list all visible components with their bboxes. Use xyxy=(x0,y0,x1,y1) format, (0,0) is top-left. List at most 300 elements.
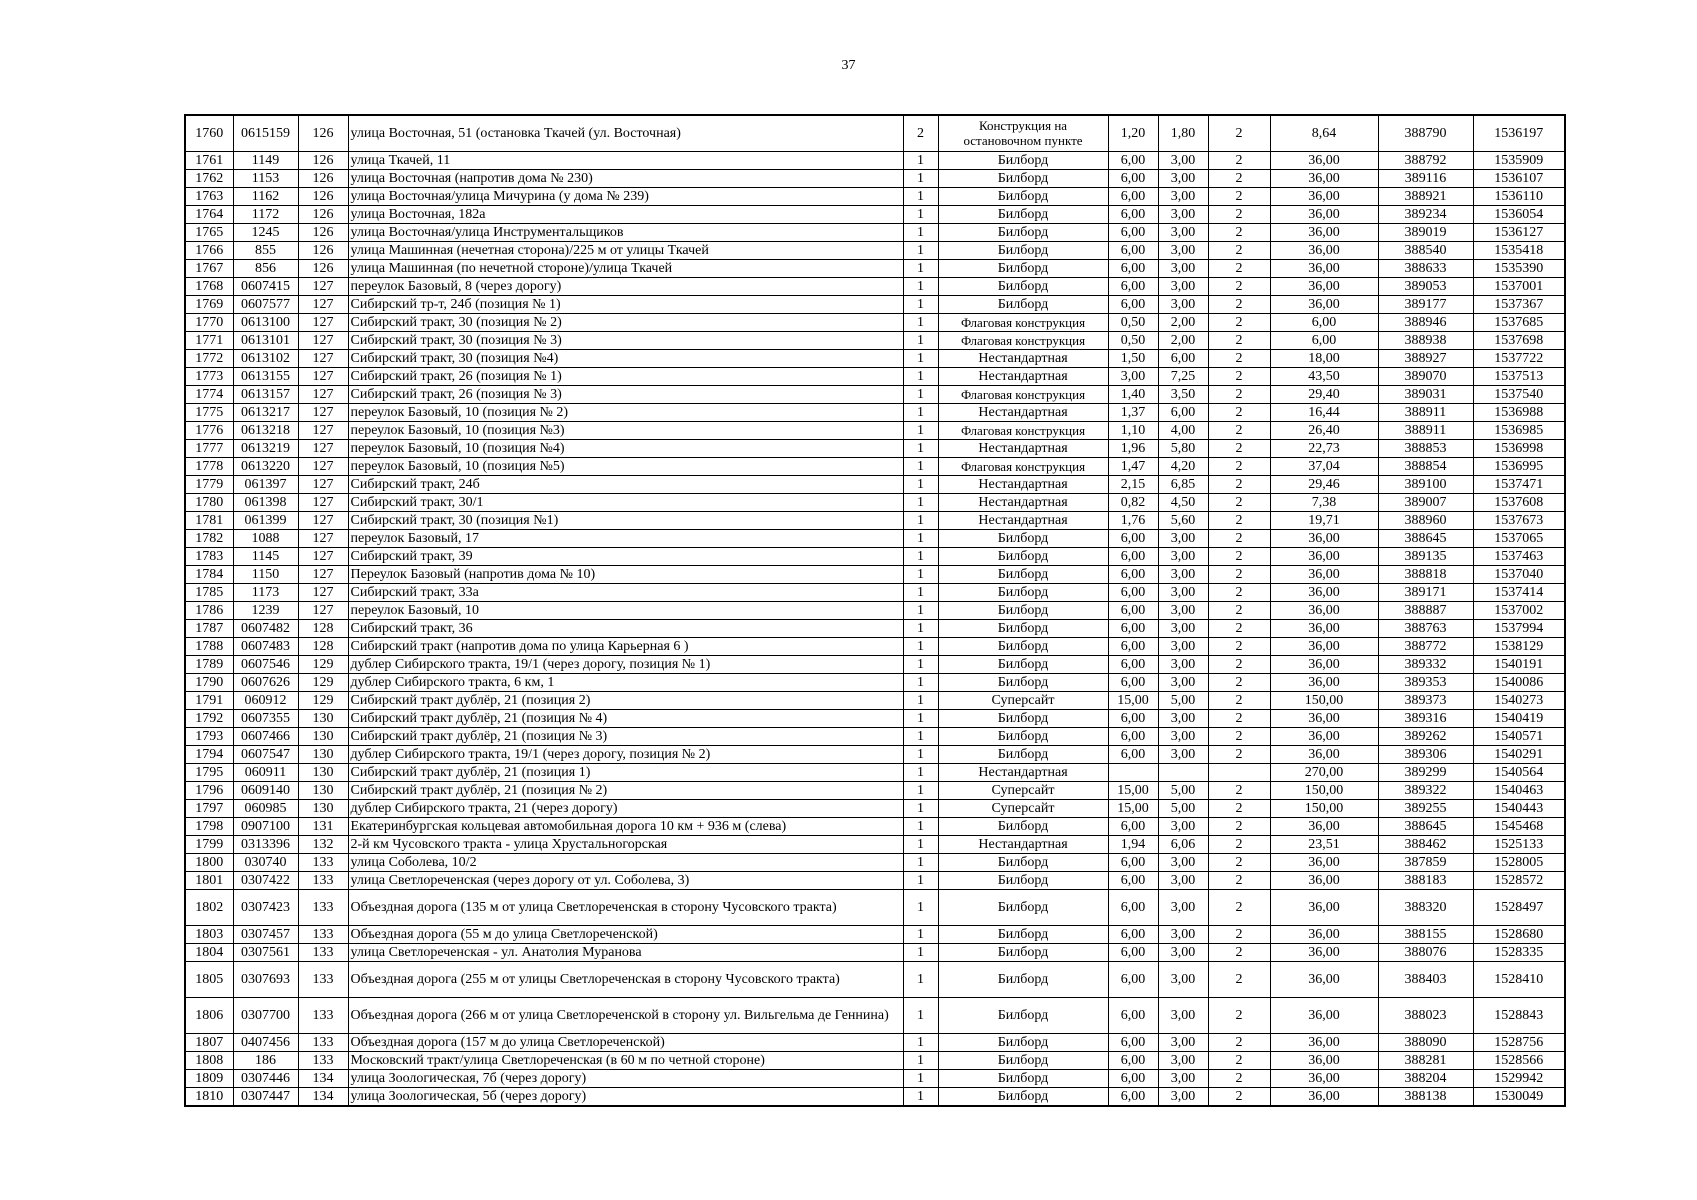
table-row xyxy=(185,997,1565,1033)
address-cell: улица Восточная/улица Мичурина (у дома № 239) xyxy=(348,187,903,205)
row-number-cell: 1780 xyxy=(185,493,233,511)
sides-count-cell: 1 xyxy=(903,871,938,889)
address-cell: Сибирский тракт (напротив дома по улица Карьерная 6 ) xyxy=(348,637,903,655)
side-count-cell: 2 xyxy=(1208,421,1270,439)
coord-y-cell: 1528572 xyxy=(1473,871,1565,889)
table-row xyxy=(185,853,1565,871)
coord-x-cell: 388462 xyxy=(1378,835,1473,853)
width-cell: 6,00 xyxy=(1108,601,1158,619)
coord-y-cell: 1538129 xyxy=(1473,637,1565,655)
row-number-cell: 1769 xyxy=(185,295,233,313)
address-cell: улица Восточная, 182а xyxy=(348,205,903,223)
height-cell: 3,00 xyxy=(1158,673,1208,691)
district-code-cell: 127 xyxy=(298,601,348,619)
sides-count-cell: 1 xyxy=(903,637,938,655)
area-cell: 36,00 xyxy=(1270,853,1378,871)
table-row xyxy=(185,511,1565,529)
side-count-cell: 2 xyxy=(1208,295,1270,313)
address-cell: улица Светлореченская (через дорогу от ул. Соболева, 3) xyxy=(348,871,903,889)
height-cell: 6,00 xyxy=(1158,349,1208,367)
coord-y-cell: 1540273 xyxy=(1473,691,1565,709)
sides-count-cell: 1 xyxy=(903,961,938,997)
width-cell: 6,00 xyxy=(1108,673,1158,691)
area-cell: 36,00 xyxy=(1270,187,1378,205)
coord-y-cell: 1540291 xyxy=(1473,745,1565,763)
width-cell: 6,00 xyxy=(1108,637,1158,655)
table-row xyxy=(185,457,1565,475)
area-cell: 36,00 xyxy=(1270,583,1378,601)
construction-id-cell: 0307446 xyxy=(233,1069,298,1087)
address-cell: переулок Базовый, 8 (через дорогу) xyxy=(348,277,903,295)
address-cell: дублер Сибирского тракта, 19/1 (через дорогу, позиция № 1) xyxy=(348,655,903,673)
coord-y-cell: 1536998 xyxy=(1473,439,1565,457)
coord-y-cell: 1537722 xyxy=(1473,349,1565,367)
construction-id-cell: 0615159 xyxy=(233,115,298,151)
construction-type-cell: Флаговая конструкция xyxy=(938,457,1108,475)
construction-id-cell: 1173 xyxy=(233,583,298,601)
coord-x-cell: 389373 xyxy=(1378,691,1473,709)
coord-x-cell: 388645 xyxy=(1378,529,1473,547)
side-count-cell: 2 xyxy=(1208,151,1270,169)
sides-count-cell: 1 xyxy=(903,619,938,637)
width-cell: 6,00 xyxy=(1108,709,1158,727)
construction-type-cell: Билборд xyxy=(938,925,1108,943)
area-cell: 36,00 xyxy=(1270,871,1378,889)
row-number-cell: 1760 xyxy=(185,115,233,151)
row-number-cell: 1802 xyxy=(185,889,233,925)
row-number-cell: 1779 xyxy=(185,475,233,493)
sides-count-cell: 1 xyxy=(903,205,938,223)
sides-count-cell: 1 xyxy=(903,169,938,187)
construction-id-cell: 0613101 xyxy=(233,331,298,349)
sides-count-cell: 1 xyxy=(903,817,938,835)
table-row xyxy=(185,349,1565,367)
sides-count-cell: 1 xyxy=(903,997,938,1033)
sides-count-cell: 1 xyxy=(903,439,938,457)
area-cell: 36,00 xyxy=(1270,241,1378,259)
construction-id-cell: 0307693 xyxy=(233,961,298,997)
row-number-cell: 1799 xyxy=(185,835,233,853)
side-count-cell: 2 xyxy=(1208,385,1270,403)
district-code-cell: 134 xyxy=(298,1069,348,1087)
height-cell: 3,00 xyxy=(1158,943,1208,961)
address-cell: Объездная дорога (157 м до улица Светлореченской) xyxy=(348,1033,903,1051)
area-cell: 150,00 xyxy=(1270,691,1378,709)
side-count-cell: 2 xyxy=(1208,259,1270,277)
width-cell: 6,00 xyxy=(1108,529,1158,547)
side-count-cell: 2 xyxy=(1208,943,1270,961)
sides-count-cell: 1 xyxy=(903,349,938,367)
address-cell: Екатеринбургская кольцевая автомобильная дорога 10 км + 936 м (слева) xyxy=(348,817,903,835)
coord-x-cell: 388818 xyxy=(1378,565,1473,583)
construction-id-cell: 0607546 xyxy=(233,655,298,673)
sides-count-cell: 1 xyxy=(903,925,938,943)
construction-type-cell: Билборд xyxy=(938,151,1108,169)
width-cell: 6,00 xyxy=(1108,205,1158,223)
row-number-cell: 1789 xyxy=(185,655,233,673)
construction-type-cell: Нестандартная xyxy=(938,349,1108,367)
district-code-cell: 130 xyxy=(298,745,348,763)
side-count-cell: 2 xyxy=(1208,871,1270,889)
area-cell: 270,00 xyxy=(1270,763,1378,781)
table-row xyxy=(185,493,1565,511)
coord-x-cell: 388183 xyxy=(1378,871,1473,889)
side-count-cell: 2 xyxy=(1208,475,1270,493)
area-cell: 36,00 xyxy=(1270,637,1378,655)
construction-id-cell: 1239 xyxy=(233,601,298,619)
area-cell: 7,38 xyxy=(1270,493,1378,511)
address-cell: переулок Базовый, 17 xyxy=(348,529,903,547)
height-cell: 3,00 xyxy=(1158,925,1208,943)
district-code-cell: 130 xyxy=(298,799,348,817)
address-cell: переулок Базовый, 10 (позиция № 2) xyxy=(348,403,903,421)
area-cell: 22,73 xyxy=(1270,439,1378,457)
district-code-cell: 127 xyxy=(298,277,348,295)
row-number-cell: 1778 xyxy=(185,457,233,475)
coord-y-cell: 1528756 xyxy=(1473,1033,1565,1051)
sides-count-cell: 1 xyxy=(903,781,938,799)
registry-table xyxy=(184,114,1566,1107)
sides-count-cell: 1 xyxy=(903,223,938,241)
address-cell: улица Восточная, 51 (остановка Ткачей (ул. Восточная) xyxy=(348,115,903,151)
side-count-cell: 2 xyxy=(1208,223,1270,241)
side-count-cell: 2 xyxy=(1208,1069,1270,1087)
area-cell: 36,00 xyxy=(1270,727,1378,745)
area-cell: 36,00 xyxy=(1270,295,1378,313)
width-cell: 6,00 xyxy=(1108,1051,1158,1069)
address-cell: Объездная дорога (255 м от улицы Светлореченская в сторону Чусовского тракта) xyxy=(348,961,903,997)
table-row xyxy=(185,1087,1565,1106)
table-row xyxy=(185,763,1565,781)
construction-id-cell: 186 xyxy=(233,1051,298,1069)
construction-type-cell: Нестандартная xyxy=(938,367,1108,385)
height-cell: 3,00 xyxy=(1158,547,1208,565)
row-number-cell: 1809 xyxy=(185,1069,233,1087)
width-cell: 6,00 xyxy=(1108,943,1158,961)
coord-x-cell: 389299 xyxy=(1378,763,1473,781)
coord-y-cell: 1537002 xyxy=(1473,601,1565,619)
coord-x-cell: 388887 xyxy=(1378,601,1473,619)
side-count-cell: 2 xyxy=(1208,547,1270,565)
table-row xyxy=(185,673,1565,691)
row-number-cell: 1777 xyxy=(185,439,233,457)
height-cell: 5,00 xyxy=(1158,691,1208,709)
row-number-cell: 1800 xyxy=(185,853,233,871)
district-code-cell: 133 xyxy=(298,997,348,1033)
address-cell: Московский тракт/улица Светлореченская (в 60 м по четной стороне) xyxy=(348,1051,903,1069)
sides-count-cell: 1 xyxy=(903,1051,938,1069)
construction-id-cell: 0613218 xyxy=(233,421,298,439)
width-cell: 6,00 xyxy=(1108,547,1158,565)
construction-id-cell: 1150 xyxy=(233,565,298,583)
table-row xyxy=(185,943,1565,961)
sides-count-cell: 1 xyxy=(903,529,938,547)
side-count-cell: 2 xyxy=(1208,1087,1270,1106)
address-cell: Сибирский тракт дублёр, 21 (позиция № 4) xyxy=(348,709,903,727)
coord-y-cell: 1537540 xyxy=(1473,385,1565,403)
construction-id-cell: 0607415 xyxy=(233,277,298,295)
width-cell: 0,82 xyxy=(1108,493,1158,511)
construction-id-cell: 1245 xyxy=(233,223,298,241)
district-code-cell: 129 xyxy=(298,673,348,691)
coord-x-cell: 389070 xyxy=(1378,367,1473,385)
side-count-cell: 2 xyxy=(1208,619,1270,637)
table-row xyxy=(185,547,1565,565)
height-cell: 3,00 xyxy=(1158,727,1208,745)
width-cell: 6,00 xyxy=(1108,277,1158,295)
district-code-cell: 127 xyxy=(298,295,348,313)
row-number-cell: 1776 xyxy=(185,421,233,439)
height-cell: 3,00 xyxy=(1158,295,1208,313)
coord-y-cell: 1536197 xyxy=(1473,115,1565,151)
width-cell: 6,00 xyxy=(1108,241,1158,259)
side-count-cell: 2 xyxy=(1208,349,1270,367)
coord-x-cell: 389019 xyxy=(1378,223,1473,241)
area-cell: 36,00 xyxy=(1270,961,1378,997)
construction-type-cell: Конструкция на остановочном пункте xyxy=(938,115,1108,151)
coord-x-cell: 389031 xyxy=(1378,385,1473,403)
height-cell: 3,00 xyxy=(1158,1051,1208,1069)
sides-count-cell: 2 xyxy=(903,115,938,151)
row-number-cell: 1775 xyxy=(185,403,233,421)
area-cell: 37,04 xyxy=(1270,457,1378,475)
side-count-cell: 2 xyxy=(1208,889,1270,925)
district-code-cell: 126 xyxy=(298,115,348,151)
side-count-cell: 2 xyxy=(1208,187,1270,205)
coord-x-cell: 389053 xyxy=(1378,277,1473,295)
table-row xyxy=(185,151,1565,169)
construction-id-cell: 0607577 xyxy=(233,295,298,313)
coord-x-cell: 389007 xyxy=(1378,493,1473,511)
side-count-cell: 2 xyxy=(1208,403,1270,421)
coord-x-cell: 388076 xyxy=(1378,943,1473,961)
district-code-cell: 127 xyxy=(298,547,348,565)
side-count-cell: 2 xyxy=(1208,511,1270,529)
coord-x-cell: 388281 xyxy=(1378,1051,1473,1069)
coord-y-cell: 1536995 xyxy=(1473,457,1565,475)
side-count-cell: 2 xyxy=(1208,493,1270,511)
address-cell: Сибирский тракт, 36 xyxy=(348,619,903,637)
area-cell: 36,00 xyxy=(1270,601,1378,619)
address-cell: переулок Базовый, 10 xyxy=(348,601,903,619)
height-cell: 5,00 xyxy=(1158,799,1208,817)
width-cell: 6,00 xyxy=(1108,925,1158,943)
address-cell: Сибирский тракт дублёр, 21 (позиция 2) xyxy=(348,691,903,709)
row-number-cell: 1801 xyxy=(185,871,233,889)
row-number-cell: 1764 xyxy=(185,205,233,223)
side-count-cell: 2 xyxy=(1208,799,1270,817)
construction-id-cell: 0613220 xyxy=(233,457,298,475)
construction-id-cell: 0609140 xyxy=(233,781,298,799)
construction-id-cell: 0607626 xyxy=(233,673,298,691)
district-code-cell: 133 xyxy=(298,943,348,961)
construction-type-cell: Билборд xyxy=(938,997,1108,1033)
coord-x-cell: 389171 xyxy=(1378,583,1473,601)
address-cell: Сибирский тракт, 33а xyxy=(348,583,903,601)
height-cell: 3,50 xyxy=(1158,385,1208,403)
sides-count-cell: 1 xyxy=(903,835,938,853)
coord-y-cell: 1536988 xyxy=(1473,403,1565,421)
coord-y-cell: 1536054 xyxy=(1473,205,1565,223)
width-cell: 6,00 xyxy=(1108,1033,1158,1051)
table-row xyxy=(185,619,1565,637)
address-cell: дублер Сибирского тракта, 21 (через дорогу) xyxy=(348,799,903,817)
area-cell: 19,71 xyxy=(1270,511,1378,529)
construction-id-cell: 0607466 xyxy=(233,727,298,745)
area-cell: 16,44 xyxy=(1270,403,1378,421)
row-number-cell: 1768 xyxy=(185,277,233,295)
district-code-cell: 127 xyxy=(298,403,348,421)
address-cell: Сибирский тракт, 30 (позиция № 2) xyxy=(348,313,903,331)
table-row xyxy=(185,1051,1565,1069)
coord-y-cell: 1540564 xyxy=(1473,763,1565,781)
coord-x-cell: 388946 xyxy=(1378,313,1473,331)
side-count-cell: 2 xyxy=(1208,1051,1270,1069)
area-cell: 36,00 xyxy=(1270,151,1378,169)
area-cell: 29,46 xyxy=(1270,475,1378,493)
district-code-cell: 126 xyxy=(298,259,348,277)
construction-type-cell: Суперсайт xyxy=(938,799,1108,817)
row-number-cell: 1786 xyxy=(185,601,233,619)
coord-y-cell: 1536985 xyxy=(1473,421,1565,439)
row-number-cell: 1808 xyxy=(185,1051,233,1069)
sides-count-cell: 1 xyxy=(903,943,938,961)
table-row xyxy=(185,421,1565,439)
construction-id-cell: 061397 xyxy=(233,475,298,493)
district-code-cell: 126 xyxy=(298,187,348,205)
area-cell: 36,00 xyxy=(1270,1087,1378,1106)
construction-id-cell: 0613219 xyxy=(233,439,298,457)
table-row xyxy=(185,475,1565,493)
side-count-cell: 2 xyxy=(1208,637,1270,655)
construction-type-cell: Билборд xyxy=(938,277,1108,295)
construction-type-cell: Билборд xyxy=(938,1051,1108,1069)
coord-y-cell: 1537414 xyxy=(1473,583,1565,601)
construction-id-cell: 0307423 xyxy=(233,889,298,925)
sides-count-cell: 1 xyxy=(903,457,938,475)
side-count-cell: 2 xyxy=(1208,727,1270,745)
construction-type-cell: Нестандартная xyxy=(938,835,1108,853)
construction-type-cell: Флаговая конструкция xyxy=(938,313,1108,331)
construction-type-cell: Нестандартная xyxy=(938,511,1108,529)
district-code-cell: 127 xyxy=(298,313,348,331)
side-count-cell: 2 xyxy=(1208,853,1270,871)
address-cell: улица Машинная (нечетная сторона)/225 м от улицы Ткачей xyxy=(348,241,903,259)
area-cell: 36,00 xyxy=(1270,277,1378,295)
width-cell: 6,00 xyxy=(1108,223,1158,241)
sides-count-cell: 1 xyxy=(903,475,938,493)
coord-x-cell: 388772 xyxy=(1378,637,1473,655)
coord-y-cell: 1537367 xyxy=(1473,295,1565,313)
coord-x-cell: 388853 xyxy=(1378,439,1473,457)
table-row xyxy=(185,835,1565,853)
row-number-cell: 1793 xyxy=(185,727,233,745)
sides-count-cell: 1 xyxy=(903,385,938,403)
height-cell: 3,00 xyxy=(1158,169,1208,187)
height-cell: 7,25 xyxy=(1158,367,1208,385)
area-cell: 36,00 xyxy=(1270,817,1378,835)
construction-id-cell: 0613155 xyxy=(233,367,298,385)
district-code-cell: 127 xyxy=(298,529,348,547)
construction-type-cell: Билборд xyxy=(938,619,1108,637)
side-count-cell: 2 xyxy=(1208,205,1270,223)
sides-count-cell: 1 xyxy=(903,799,938,817)
side-count-cell: 2 xyxy=(1208,655,1270,673)
construction-type-cell: Билборд xyxy=(938,547,1108,565)
construction-type-cell: Билборд xyxy=(938,205,1108,223)
height-cell: 5,60 xyxy=(1158,511,1208,529)
district-code-cell: 127 xyxy=(298,439,348,457)
district-code-cell: 127 xyxy=(298,367,348,385)
table-row xyxy=(185,925,1565,943)
width-cell: 6,00 xyxy=(1108,961,1158,997)
construction-type-cell: Билборд xyxy=(938,223,1108,241)
row-number-cell: 1783 xyxy=(185,547,233,565)
construction-type-cell: Билборд xyxy=(938,169,1108,187)
construction-type-cell: Билборд xyxy=(938,943,1108,961)
table-row xyxy=(185,169,1565,187)
width-cell: 6,00 xyxy=(1108,745,1158,763)
district-code-cell: 127 xyxy=(298,457,348,475)
sides-count-cell: 1 xyxy=(903,331,938,349)
coord-x-cell: 389262 xyxy=(1378,727,1473,745)
district-code-cell: 127 xyxy=(298,349,348,367)
width-cell: 6,00 xyxy=(1108,295,1158,313)
construction-type-cell: Билборд xyxy=(938,817,1108,835)
district-code-cell: 133 xyxy=(298,961,348,997)
coord-y-cell: 1536107 xyxy=(1473,169,1565,187)
side-count-cell: 2 xyxy=(1208,745,1270,763)
address-cell: Сибирский тракт, 26 (позиция № 3) xyxy=(348,385,903,403)
coord-y-cell: 1525133 xyxy=(1473,835,1565,853)
height-cell: 5,80 xyxy=(1158,439,1208,457)
district-code-cell: 127 xyxy=(298,511,348,529)
construction-type-cell: Билборд xyxy=(938,1069,1108,1087)
coord-y-cell: 1545468 xyxy=(1473,817,1565,835)
row-number-cell: 1803 xyxy=(185,925,233,943)
construction-id-cell: 0607355 xyxy=(233,709,298,727)
coord-x-cell: 389177 xyxy=(1378,295,1473,313)
side-count-cell: 2 xyxy=(1208,961,1270,997)
table-row xyxy=(185,439,1565,457)
area-cell: 18,00 xyxy=(1270,349,1378,367)
construction-id-cell: 1145 xyxy=(233,547,298,565)
width-cell: 6,00 xyxy=(1108,997,1158,1033)
area-cell: 36,00 xyxy=(1270,565,1378,583)
width-cell: 1,40 xyxy=(1108,385,1158,403)
sides-count-cell: 1 xyxy=(903,745,938,763)
area-cell: 36,00 xyxy=(1270,259,1378,277)
sides-count-cell: 1 xyxy=(903,511,938,529)
coord-y-cell: 1536127 xyxy=(1473,223,1565,241)
address-cell: Объездная дорога (55 м до улица Светлореченской) xyxy=(348,925,903,943)
table-row xyxy=(185,691,1565,709)
construction-type-cell: Флаговая конструкция xyxy=(938,421,1108,439)
sides-count-cell: 1 xyxy=(903,295,938,313)
width-cell: 6,00 xyxy=(1108,619,1158,637)
row-number-cell: 1781 xyxy=(185,511,233,529)
coord-y-cell: 1540443 xyxy=(1473,799,1565,817)
construction-id-cell: 1153 xyxy=(233,169,298,187)
side-count-cell: 2 xyxy=(1208,241,1270,259)
construction-type-cell: Нестандартная xyxy=(938,475,1108,493)
coord-x-cell: 388023 xyxy=(1378,997,1473,1033)
width-cell: 6,00 xyxy=(1108,727,1158,745)
district-code-cell: 130 xyxy=(298,763,348,781)
row-number-cell: 1810 xyxy=(185,1087,233,1106)
area-cell: 36,00 xyxy=(1270,547,1378,565)
sides-count-cell: 1 xyxy=(903,1087,938,1106)
